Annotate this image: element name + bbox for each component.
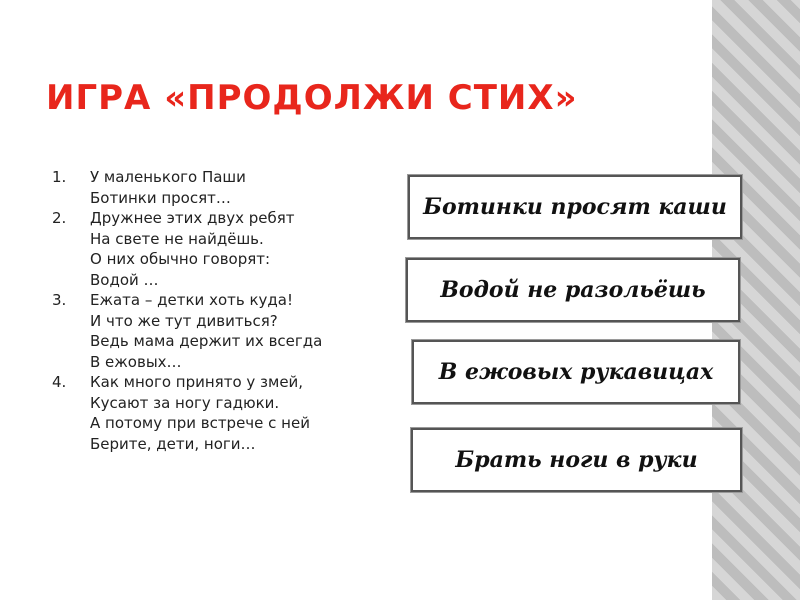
poem-line: А потому при встрече с ней bbox=[90, 414, 310, 432]
poem-line: Как много принято у змей, bbox=[90, 373, 304, 391]
answer-card-2[interactable]: Водой не разольёшь bbox=[406, 258, 740, 322]
poem-line: Берите, дети, ноги… bbox=[90, 434, 256, 453]
poem-line: О них обычно говорят: bbox=[90, 250, 271, 268]
poem-text bbox=[90, 372, 352, 454]
poem-line: Водой … bbox=[90, 270, 159, 289]
poem-item-1 bbox=[52, 167, 352, 208]
poem-number: 3. bbox=[52, 291, 67, 309]
poem-line: В ежовых… bbox=[90, 352, 182, 371]
poem-text bbox=[90, 290, 352, 372]
poem-text bbox=[90, 167, 352, 208]
poem-item-4 bbox=[52, 372, 352, 454]
poem-line: Ботинки просят… bbox=[90, 188, 231, 207]
poem-item-2 bbox=[52, 208, 352, 290]
poem-line: Дружнее этих двух ребят bbox=[90, 209, 295, 227]
poem-line: У маленького Паши bbox=[90, 168, 246, 186]
answer-card-1[interactable]: Ботинки просят каши bbox=[408, 175, 742, 239]
poem-line: Кусают за ногу гадюки. bbox=[90, 393, 280, 412]
poem-line: На свете не найдёшь. bbox=[90, 229, 264, 248]
answer-card-3[interactable]: В ежовых рукавицах bbox=[412, 340, 740, 404]
poem-list bbox=[52, 167, 352, 454]
slide-title: ИГРА «ПРОДОЛЖИ СТИХ» bbox=[46, 78, 578, 118]
poem-number: 2. bbox=[52, 209, 67, 227]
poem-line: И что же тут дивиться? bbox=[90, 311, 278, 330]
poem-number: 4. bbox=[52, 373, 67, 391]
poem-number: 1. bbox=[52, 168, 67, 186]
poem-line: Ведь мама держит их всегда bbox=[90, 332, 323, 350]
answer-card-4[interactable]: Брать ноги в руки bbox=[411, 428, 742, 492]
poem-line: Ежата – детки хоть куда! bbox=[90, 291, 293, 309]
poem-text bbox=[90, 208, 352, 290]
poem-item-3 bbox=[52, 290, 352, 372]
